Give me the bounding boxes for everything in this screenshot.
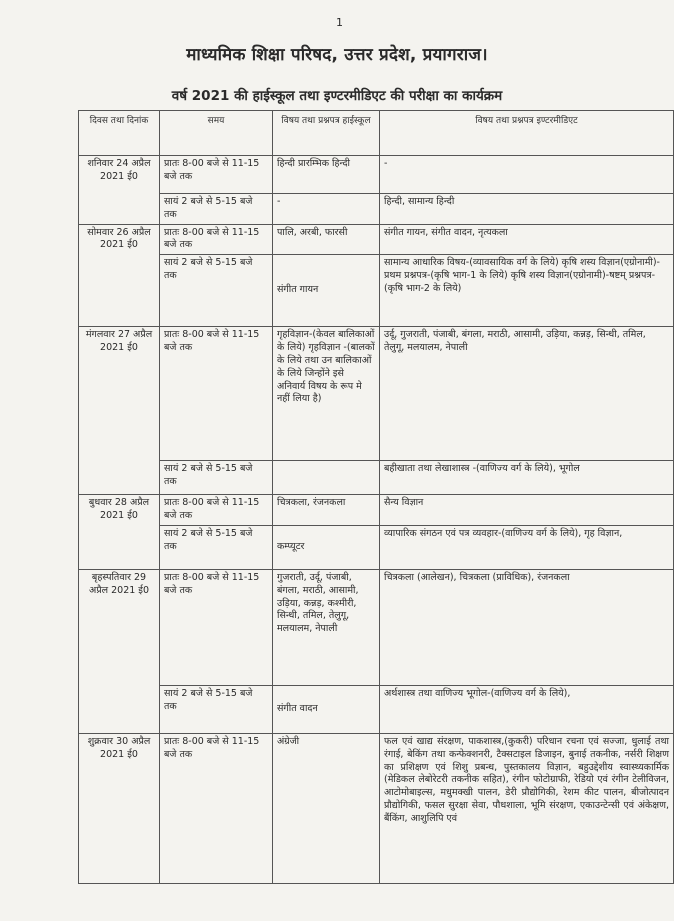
time-cell: प्रातः 8-00 बजे से 11-15 बजे तक	[160, 224, 273, 255]
day-cell: सोमवार 26 अप्रैल 2021 ई0	[79, 224, 160, 327]
header-time: समय	[160, 111, 273, 156]
table-row	[79, 569, 674, 685]
table-row	[79, 194, 674, 225]
intermediate-cell: चित्रकला (आलेखन), चित्रकला (प्राविधिक), रंजनकला	[380, 569, 674, 685]
table-row	[79, 255, 674, 327]
intermediate-cell: अर्थशास्त्र तथा वाणिज्य भूगोल-(वाणिज्य वर्ग के लिये),	[380, 685, 674, 733]
time-cell: प्रातः 8-00 बजे से 11-15 बजे तक	[160, 569, 273, 685]
intermediate-cell: बहीखाता तथा लेखाशास्त्र -(वाणिज्य वर्ग के लिये), भूगोल	[380, 461, 674, 495]
highschool-cell	[273, 461, 380, 495]
highschool-cell: गुजराती, उर्दू, पंजाबी, बंगला, मराठी, आसामी, उड़िया, कन्नड़, कश्मीरी, सिन्धी, तमिल, तेलुगू, मलयालम, नेपाली	[273, 569, 380, 685]
table-row	[79, 461, 674, 495]
table-row	[79, 733, 674, 883]
intermediate-cell: संगीत गायन, संगीत वादन, नृत्यकला	[380, 224, 674, 255]
day-cell: शनिवार 24 अप्रैल 2021 ई0	[79, 156, 160, 225]
table-header-row	[79, 111, 674, 156]
highschool-cell: संगीत गायन	[273, 255, 380, 327]
header-intermediate: विषय तथा प्रश्नपत्र इण्टरमीडिएट	[380, 111, 674, 156]
highschool-cell: पालि, अरबी, फारसी	[273, 224, 380, 255]
highschool-cell: चित्रकला, रंजनकला	[273, 495, 380, 526]
table-row	[79, 156, 674, 194]
table-row	[79, 525, 674, 569]
header-day: दिवस तथा दिनांक	[79, 111, 160, 156]
table-row	[79, 327, 674, 461]
page-subtitle: वर्ष 2021 की हाईस्कूल तथा इण्टरमीडिएट की परीक्षा का कार्यक्रम	[171, 88, 503, 104]
table-row	[79, 224, 674, 255]
highschool-cell: कम्प्यूटर	[273, 525, 380, 569]
highschool-cell: अंग्रेजी	[273, 733, 380, 883]
exam-schedule-table	[78, 110, 674, 884]
highschool-cell: गृहविज्ञान-(केवल बालिकाओं के लिये) गृहविज्ञान -(बालकों के लिये तथा उन बालिकाओं के लिये जिन्होंने इसे अनिवार्य विषय के रूप मे नहीं लिया है)	[273, 327, 380, 461]
intermediate-cell: उर्दू, गुजराती, पंजाबी, बंगला, मराठी, आसामी, उड़िया, कन्नड़, सिन्धी, तमिल, तेलुगू, मलयालम, नेपाली	[380, 327, 674, 461]
highschool-cell: -	[273, 194, 380, 225]
day-cell: बुधवार 28 अप्रैल 2021 ई0	[79, 495, 160, 570]
time-cell: सायं 2 बजे से 5-15 बजे तक	[160, 525, 273, 569]
time-cell: सायं 2 बजे से 5-15 बजे तक	[160, 461, 273, 495]
table-row	[79, 685, 674, 733]
intermediate-cell: -	[380, 156, 674, 194]
intermediate-cell: हिन्दी, सामान्य हिन्दी	[380, 194, 674, 225]
highschool-cell: संगीत वादन	[273, 685, 380, 733]
table-row	[79, 495, 674, 526]
header-highschool: विषय तथा प्रश्नपत्र हाईस्कूल	[273, 111, 380, 156]
page-number: 1	[336, 16, 343, 29]
day-cell: शुक्रवार 30 अप्रैल 2021 ई0	[79, 733, 160, 883]
page-title: माध्यमिक शिक्षा परिषद, उत्तर प्रदेश, प्रयागराज।	[186, 45, 488, 65]
time-cell: सायं 2 बजे से 5-15 बजे तक	[160, 194, 273, 225]
day-cell: मंगलवार 27 अप्रैल 2021 ई0	[79, 327, 160, 495]
time-cell: प्रातः 8-00 बजे से 11-15 बजे तक	[160, 495, 273, 526]
time-cell: सायं 2 बजे से 5-15 बजे तक	[160, 685, 273, 733]
time-cell: प्रातः 8-00 बजे से 11-15 बजे तक	[160, 733, 273, 883]
time-cell: सायं 2 बजे से 5-15 बजे तक	[160, 255, 273, 327]
highschool-cell: हिन्दी प्रारम्भिक हिन्दी	[273, 156, 380, 194]
time-cell: प्रातः 8-00 बजे से 11-15 बजे तक	[160, 327, 273, 461]
intermediate-cell: फल एवं खाद्य संरक्षण, पाकशास्त्र,(कुकरी) परिधान रचना एवं सज्जा, धुलाई तथा रंगाई, बेकिंग तथा कन्फेक्शनरी, टैक्सटाइल डिजाइन, बुनाई तकनीक, नर्सरी शिक्षण का प्रशिक्षण एवं शिशु प्रबन्ध, पुस्तकालय विज्ञान, बहुउद्देशीय स्वास्थ्यकार्मिक (मेडिकल लेबोरेटरी तकनीक सहित), रंगीन फोटोग्राफी, रेडियो एवं रंगीन टेलीविजन, आटोमोबाइल्स, मधुमक्खी पालन, डेरी प्रौद्योगिकी, रेशम कीट पालन, बीजोत्पादन प्रौद्योगिकी, फसल सुरक्षा सेवा, पौधशाला, भूमि संरक्षण, एकाउन्टेन्सी एवं अंकेक्षण, बैंकिंग, आशुलिपि एवं	[380, 733, 674, 883]
day-cell: बृहस्पतिवार 29 अप्रैल 2021 ई0	[79, 569, 160, 733]
intermediate-cell: व्यापारिक संगठन एवं पत्र व्यवहार-(वाणिज्य वर्ग के लिये), गृह विज्ञान,	[380, 525, 674, 569]
time-cell: प्रातः 8-00 बजे से 11-15 बजे तक	[160, 156, 273, 194]
intermediate-cell: सामान्य आधारिक विषय-(व्यावसायिक वर्ग के लिये) कृषि शस्य विज्ञान(एग्रोनामी)-प्रथम प्रश्नपत्र-(कृषि भाग-1 के लिये) कृषि शस्य विज्ञान(एग्रोनामी)-षष्टम् प्रश्नपत्र-(कृषि भाग-2 के लिये)	[380, 255, 674, 327]
intermediate-cell: सैन्य विज्ञान	[380, 495, 674, 526]
